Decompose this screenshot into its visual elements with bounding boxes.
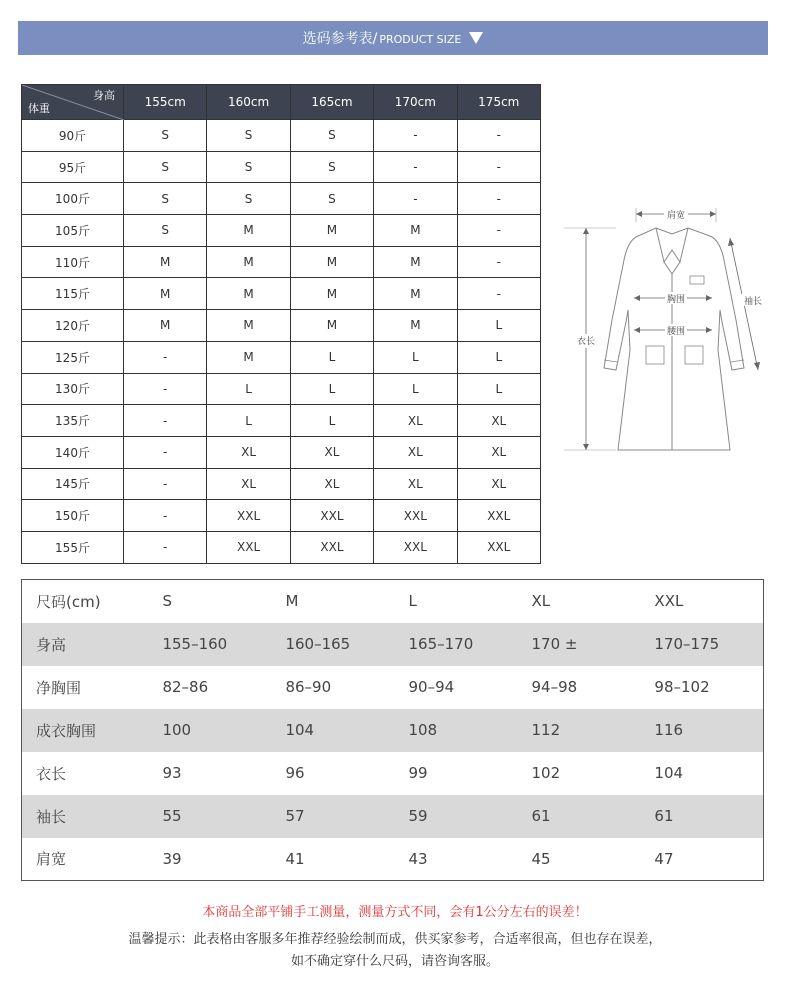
table-row	[22, 183, 541, 215]
section-banner	[18, 21, 768, 55]
measurement-value: 86–90	[285, 678, 332, 696]
height-header: 160cm	[207, 85, 290, 120]
right-pocket	[685, 346, 703, 364]
coat-measurement-diagram	[560, 200, 770, 460]
size-cell: M	[124, 310, 207, 342]
tip-line-1: 温馨提示：此表格由客服多年推荐经验绘制而成，供买家参考，合适率很高，但也存在误差，	[128, 932, 662, 947]
size-cell: S	[290, 183, 373, 215]
measurement-value: 61	[640, 795, 763, 838]
sleeve-label: 袖长	[743, 297, 763, 307]
measurement-row	[22, 795, 764, 838]
table-row	[22, 215, 541, 247]
weight-cell: 140斤	[22, 436, 124, 468]
waist-label: 腰围	[666, 327, 686, 337]
measurement-value: 41	[285, 849, 305, 868]
weight-cell: 100斤	[22, 183, 124, 215]
size-cell: -	[124, 405, 207, 437]
measurement-value: 170–175	[640, 623, 763, 666]
size-cell: S	[207, 151, 290, 183]
table-row	[22, 246, 541, 278]
size-column-header: M	[285, 592, 299, 611]
measurement-label: 净胸围	[36, 678, 82, 697]
weight-cell: 145斤	[22, 468, 124, 500]
measurement-row	[22, 709, 764, 752]
size-header-label: 尺码(cm)	[36, 592, 101, 611]
size-cell: L	[374, 373, 457, 405]
table-row	[22, 468, 541, 500]
measurement-row	[22, 666, 764, 709]
corner-height-label: 身高	[93, 89, 115, 102]
measurement-value: 104	[654, 764, 684, 782]
size-cell: XXL	[290, 531, 373, 563]
measurement-label: 袖长	[22, 795, 149, 838]
size-cell: M	[290, 278, 373, 310]
size-cell: XL	[207, 436, 290, 468]
size-cell: S	[207, 120, 290, 152]
measurement-value: 59	[394, 795, 517, 838]
height-header: 155cm	[124, 85, 207, 120]
measurement-value: 90–94	[408, 678, 455, 696]
size-cell: -	[457, 215, 540, 247]
size-cell: L	[290, 373, 373, 405]
measurement-value: 112	[518, 709, 641, 752]
size-cell: -	[374, 120, 457, 152]
weight-cell: 155斤	[22, 531, 124, 563]
weight-cell: 90斤	[22, 120, 124, 152]
measurement-value: 165–170	[394, 623, 517, 666]
measurement-value: 108	[394, 709, 517, 752]
table-row	[22, 278, 541, 310]
measurement-row	[22, 752, 764, 795]
coat-illustration	[560, 200, 770, 460]
size-cell: S	[124, 183, 207, 215]
size-cell: L	[290, 341, 373, 373]
height-header: 165cm	[290, 85, 373, 120]
measurement-value: 170 ±	[518, 623, 641, 666]
measurement-value: 99	[408, 764, 428, 782]
size-cell: XXL	[457, 500, 540, 532]
size-column-header: XXL	[654, 592, 684, 611]
size-cell: -	[124, 468, 207, 500]
size-cell: S	[207, 183, 290, 215]
size-cell: S	[124, 151, 207, 183]
corner-cell	[22, 85, 124, 120]
table-row	[22, 500, 541, 532]
size-cell: M	[124, 278, 207, 310]
size-cell: XXL	[457, 531, 540, 563]
size-cell: -	[457, 183, 540, 215]
measurement-disclaimer: 本商品全部平铺手工测量，测量方式不同，会有1公分左右的误差！	[202, 905, 588, 920]
measurement-label: 成衣胸围	[22, 709, 149, 752]
measurement-value: 55	[148, 795, 271, 838]
size-cell: XL	[374, 405, 457, 437]
measurement-label: 衣长	[36, 764, 67, 783]
down-triangle-icon	[469, 32, 483, 44]
size-cell: XXL	[374, 500, 457, 532]
tip-line-2: 如不确定穿什么尺码，请咨询客服。	[290, 954, 499, 969]
size-cell: M	[207, 310, 290, 342]
table-row	[22, 531, 541, 563]
size-cell: M	[207, 278, 290, 310]
size-column-header: L	[408, 592, 417, 611]
table-row	[22, 373, 541, 405]
measurement-row	[22, 838, 764, 881]
size-cell: M	[207, 215, 290, 247]
measurement-header-row	[22, 580, 764, 623]
size-cell: S	[290, 151, 373, 183]
size-cell: L	[207, 373, 290, 405]
size-cell: XL	[290, 436, 373, 468]
measurement-value: 155–160	[148, 623, 271, 666]
size-cell: L	[374, 341, 457, 373]
size-cell: XXL	[290, 500, 373, 532]
height-header: 170cm	[374, 85, 457, 120]
size-cell: M	[374, 278, 457, 310]
measurement-value: 96	[285, 764, 305, 782]
size-cell: L	[457, 341, 540, 373]
measurement-row	[22, 623, 764, 666]
weight-cell: 115斤	[22, 278, 124, 310]
size-cell: M	[124, 246, 207, 278]
size-cell: S	[124, 215, 207, 247]
measurement-value: 116	[640, 709, 763, 752]
size-cell: XXL	[207, 500, 290, 532]
length-label: 衣长	[576, 337, 596, 347]
table-row	[22, 405, 541, 437]
height-header: 175cm	[457, 85, 540, 120]
size-cell: XL	[457, 436, 540, 468]
size-cell: -	[457, 120, 540, 152]
size-cell: L	[207, 405, 290, 437]
weight-cell: 135斤	[22, 405, 124, 437]
size-cell: L	[457, 373, 540, 405]
measurement-label: 身高	[22, 623, 149, 666]
measurement-value: 39	[162, 849, 182, 868]
measurement-value: 43	[408, 849, 428, 868]
weight-cell: 105斤	[22, 215, 124, 247]
banner-title-en: PRODUCT SIZE	[379, 32, 462, 46]
size-cell: -	[124, 341, 207, 373]
size-column-header: S	[162, 592, 172, 611]
size-cell: L	[457, 310, 540, 342]
measurement-value: 104	[271, 709, 394, 752]
size-cell: M	[290, 310, 373, 342]
size-recommendation-table	[21, 84, 541, 564]
size-cell: XL	[290, 468, 373, 500]
size-cell: -	[124, 436, 207, 468]
size-cell: L	[290, 405, 373, 437]
weight-cell: 125斤	[22, 341, 124, 373]
measurement-label: 肩宽	[36, 850, 67, 869]
size-cell: M	[290, 215, 373, 247]
size-cell: XXL	[207, 531, 290, 563]
table-header-row	[22, 85, 541, 120]
size-cell: XL	[374, 436, 457, 468]
measurement-value: 160–165	[271, 623, 394, 666]
size-cell: -	[124, 500, 207, 532]
size-cell: XL	[457, 468, 540, 500]
size-cell: -	[124, 373, 207, 405]
measurement-value: 45	[531, 849, 551, 868]
weight-cell: 130斤	[22, 373, 124, 405]
table-row	[22, 120, 541, 152]
size-cell: S	[124, 120, 207, 152]
size-cell: XL	[457, 405, 540, 437]
shoulder-label: 肩宽	[666, 211, 686, 221]
weight-cell: 95斤	[22, 151, 124, 183]
size-cell: XL	[207, 468, 290, 500]
measurement-value: 94–98	[531, 678, 578, 696]
size-cell: M	[207, 341, 290, 373]
size-cell: M	[290, 246, 373, 278]
size-cell: -	[124, 531, 207, 563]
size-cell: -	[374, 183, 457, 215]
corner-weight-label: 体重	[28, 102, 50, 115]
left-pocket	[646, 346, 664, 364]
size-cell: XL	[374, 468, 457, 500]
banner-title-zh: 选码参考表/	[302, 31, 378, 47]
size-cell: -	[457, 151, 540, 183]
measurement-value: 57	[271, 795, 394, 838]
garment-measurement-table	[21, 579, 764, 881]
table-row	[22, 436, 541, 468]
measurement-value: 82–86	[162, 678, 209, 696]
measurement-value: 47	[654, 849, 674, 868]
size-column-header: XL	[531, 592, 551, 611]
size-cell: M	[374, 215, 457, 247]
measurement-value: 102	[531, 764, 561, 782]
size-cell: M	[207, 246, 290, 278]
size-cell: M	[374, 310, 457, 342]
size-cell: -	[457, 246, 540, 278]
weight-cell: 120斤	[22, 310, 124, 342]
size-cell: M	[374, 246, 457, 278]
measurement-value: 61	[518, 795, 641, 838]
size-cell: -	[457, 278, 540, 310]
table-row	[22, 341, 541, 373]
measurement-value: 93	[162, 764, 182, 782]
measurement-value: 98–102	[654, 678, 710, 696]
weight-cell: 110斤	[22, 246, 124, 278]
table-row	[22, 310, 541, 342]
coat-outline	[604, 228, 744, 450]
size-cell: -	[374, 151, 457, 183]
table-row	[22, 151, 541, 183]
chest-label: 胸围	[666, 295, 686, 305]
measurement-value: 100	[148, 709, 271, 752]
weight-cell: 150斤	[22, 500, 124, 532]
size-cell: XXL	[374, 531, 457, 563]
size-cell: S	[290, 120, 373, 152]
